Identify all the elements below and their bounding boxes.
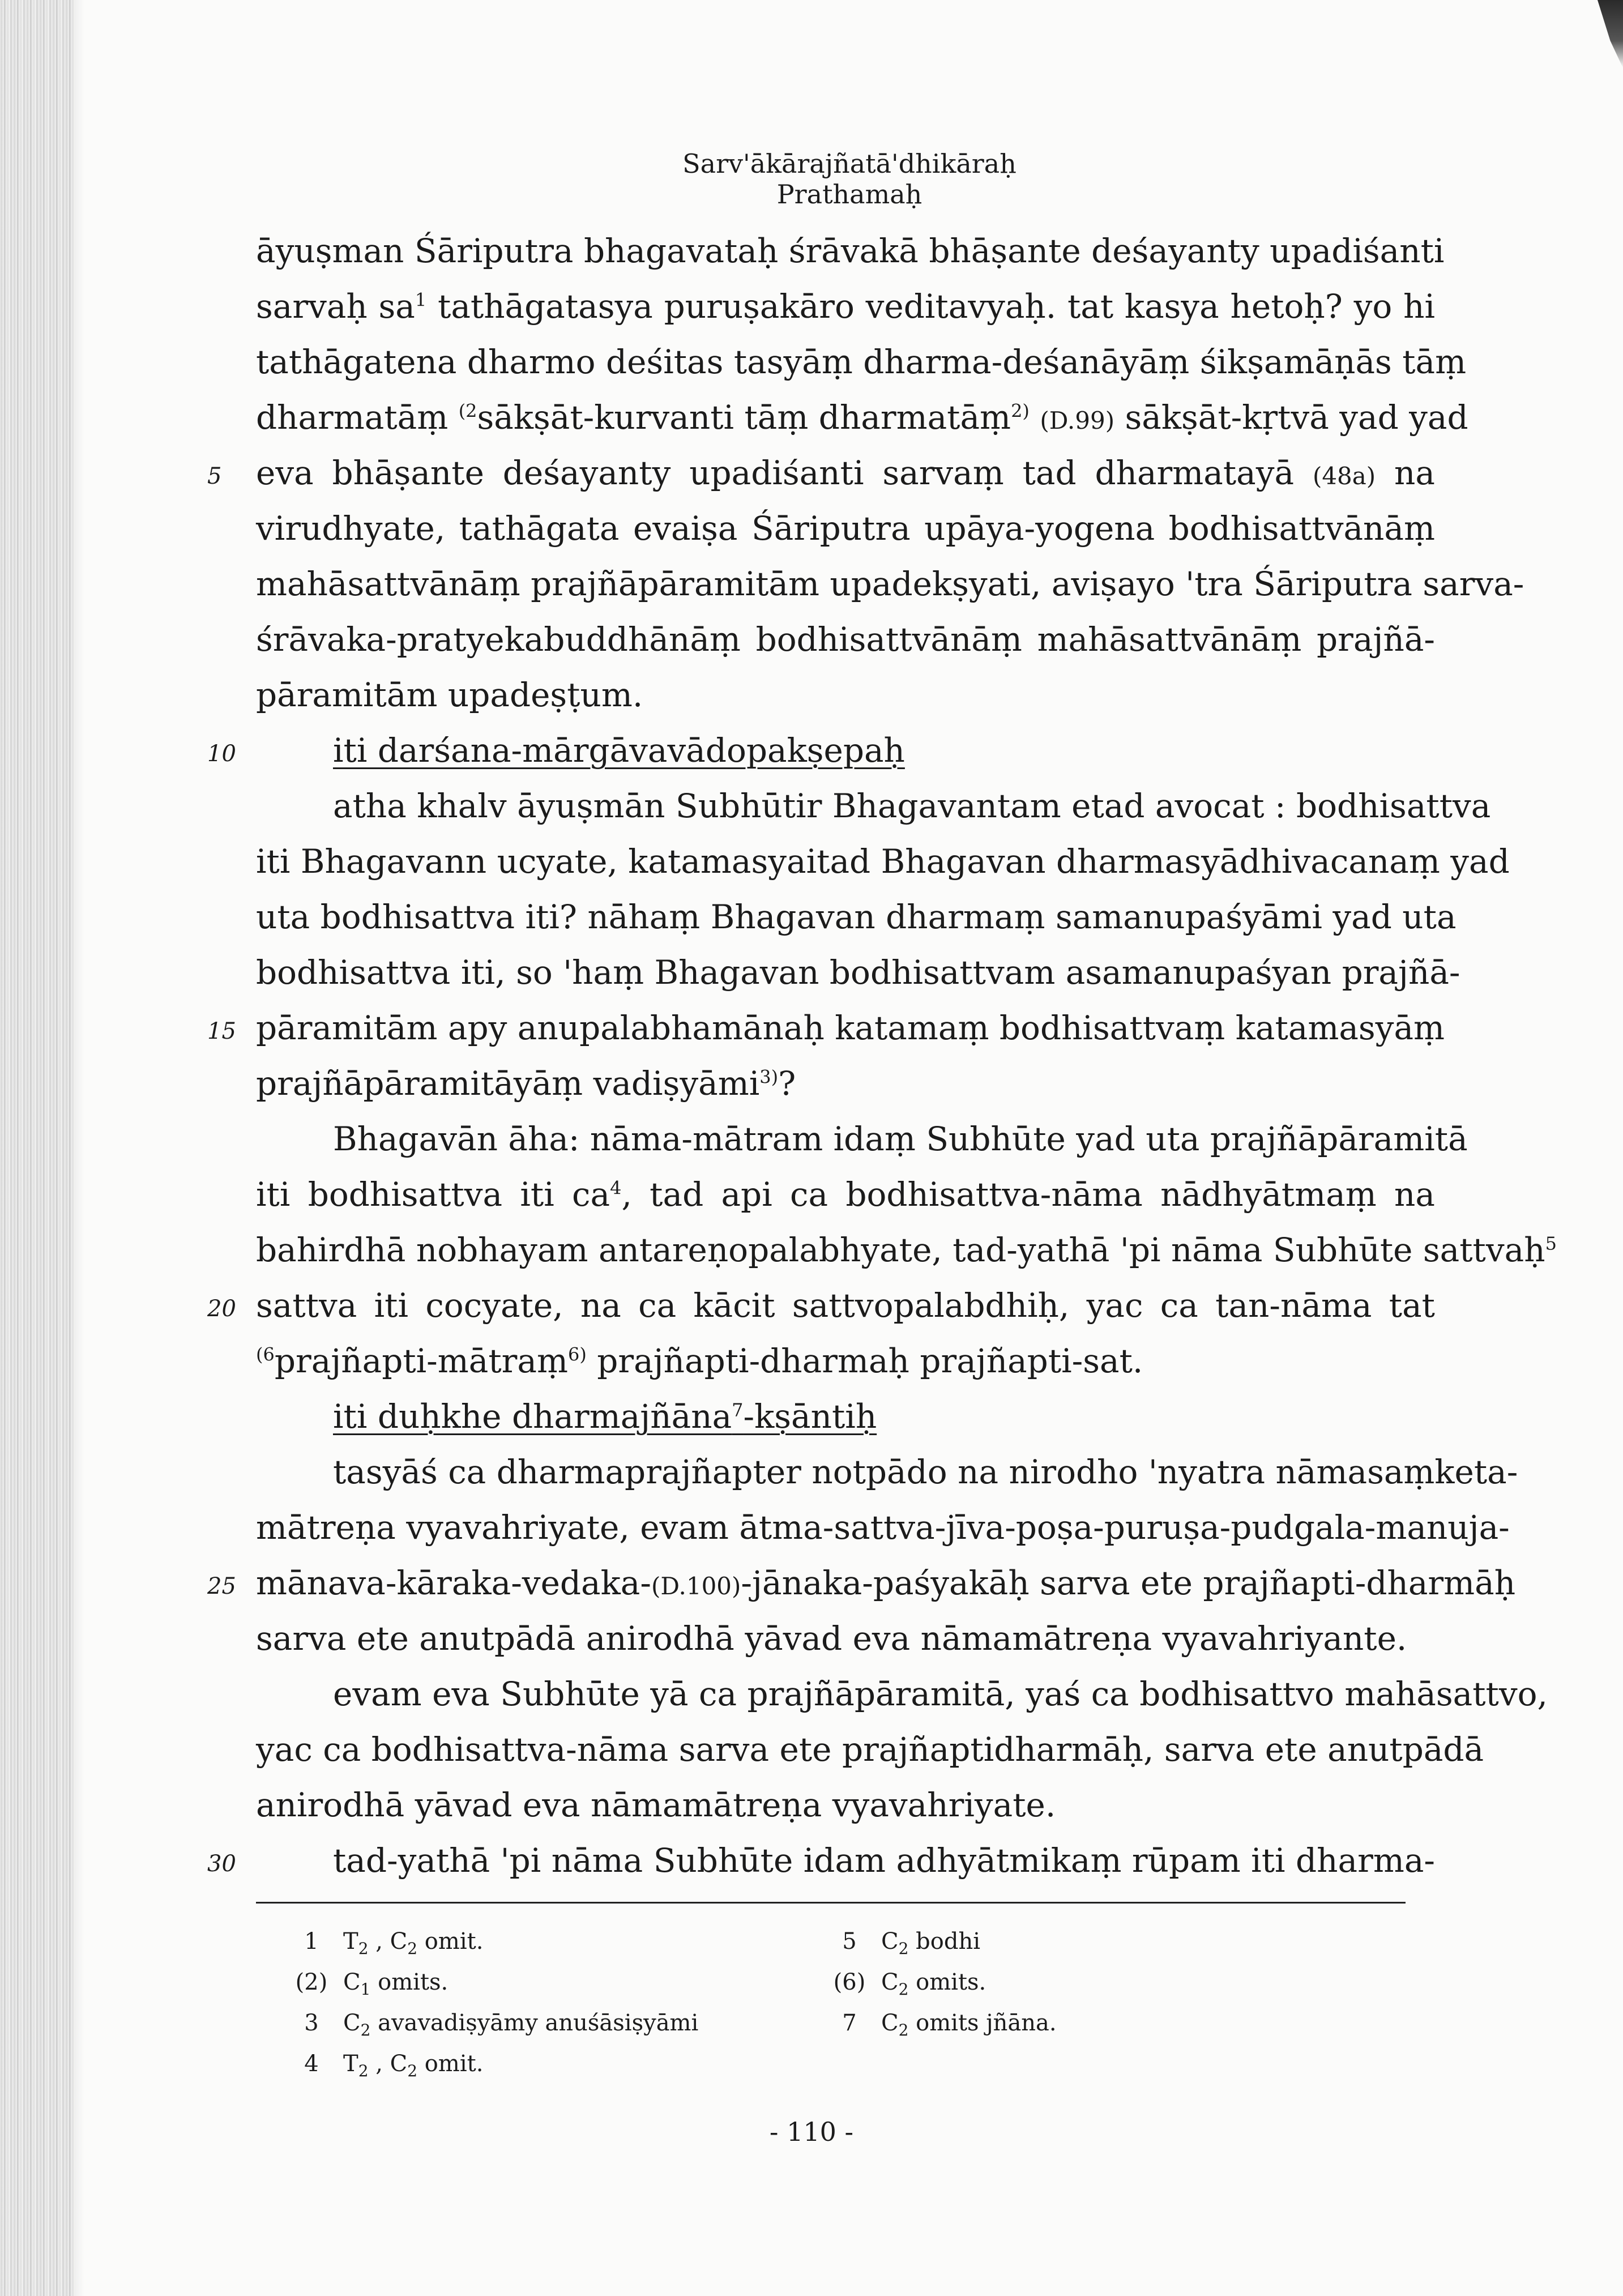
- text-line-8: śrāvaka-pratyekabuddhānāṃ bodhisattvānāṃ mahāsattvānāṃ prajñā-: [256, 620, 1435, 659]
- text-line-7: mahāsattvānāṃ prajñāpāramitām upadekṣyati, aviṣayo 'tra Śāriputra sarva-: [256, 565, 1524, 603]
- text-line-30: tad-yathā 'pi nāma Subhūte idam adhyātmikaṃ rūpam iti dharma-: [333, 1841, 1435, 1880]
- text-line-29: anirodhā yāvad eva nāmamātreṇa vyavahriyate.: [256, 1786, 1056, 1824]
- text-line-27: evam eva Subhūte yā ca prajñāpāramitā, yaś ca bodhisattvo mahāsattvo,: [333, 1675, 1548, 1713]
- section-heading-darsana: iti darśana-mārgāvavādopakṣepaḥ: [333, 731, 905, 770]
- footnote-1: 1 $T_2$ , $C_2$ omit.: [304, 1928, 484, 1958]
- book-binding-edge: [0, 0, 74, 2296]
- text-line-4: dharmatāṃ $^{(2}$sākṣāt-kurvanti tāṃ dharmatāṃ$^{2)}$ (D.99) sākṣāt-kṛtvā yad yad: [256, 398, 1468, 437]
- text-line-25: mānava-kāraka-vedaka-(D.100)-jānaka-paśyakāḥ sarva ete prajñapti-dharmāḥ: [256, 1564, 1516, 1602]
- line-number-20: 20: [207, 1296, 236, 1322]
- text-line-13: uta bodhisattva iti? nāhaṃ Bhagavan dharmaṃ samanupaśyāmi yad uta: [256, 898, 1457, 936]
- line-number-30: 30: [207, 1851, 236, 1877]
- text-line-15: pāramitām apy anupalabhamānaḥ katamaṃ bodhisattvaṃ katamasyāṃ: [256, 1009, 1445, 1047]
- text-line-20: sattva iti cocyate, na ca kācit sattvopalabdhiḥ, yac ca tan-nāma tat: [256, 1286, 1435, 1325]
- text-line-11: atha khalv āyuṣmān Subhūtir Bhagavantam etad avocat : bodhisattva: [333, 787, 1491, 825]
- text-line-17: Bhagavān āha: nāma-mātram idaṃ Subhūte yad uta prajñāpāramitā: [333, 1120, 1468, 1158]
- line-number-15: 15: [207, 1018, 236, 1044]
- line-number-10: 10: [207, 741, 236, 767]
- text-line-28: yac ca bodhisattva-nāma sarva ete prajñaptidharmāḥ, sarva ete anutpādā: [256, 1730, 1484, 1769]
- text-line-12: iti Bhagavann ucyate, katamasyaitad Bhagavan dharmasyādhivacanaṃ yad: [256, 842, 1510, 881]
- footnote-4: 4 $T_2$ , $C_2$ omit.: [304, 2051, 484, 2080]
- text-line-19: bahirdhā nobhayam antareṇopalabhyate, tad-yathā 'pi nāma Subhūte sattvaḥ$^5$: [256, 1231, 1557, 1269]
- footnote-2: (2) $C_1$ omits.: [295, 1969, 449, 1999]
- text-line-2: sarvaḥ $sa^1$ tathāgatasya puruṣakāro veditavyaḥ. tat kasya hetoḥ? yo hi: [256, 287, 1435, 326]
- text-line-1: āyuṣman Śāriputra bhagavataḥ śrāvakā bhāṣante deśayanty upadiśanti: [256, 232, 1445, 270]
- scan-corner-mark: [1595, 0, 1623, 68]
- text-line-26: sarva ete anutpādā anirodhā yāvad eva nāmamātreṇa vyavahriyante.: [256, 1619, 1407, 1658]
- footnote-7: 7 $C_2$ omits jñāna.: [842, 2010, 1057, 2039]
- line-number-25: 25: [207, 1573, 236, 1599]
- footnote-rule: [256, 1902, 1406, 1904]
- text-line-5: eva bhāṣante deśayanty upadiśanti sarvaṃ tad dharmatayā (48a) na: [256, 454, 1435, 492]
- text-line-9: pāramitām upadeṣṭum.: [256, 676, 643, 714]
- text-line-18: iti bodhisattva iti $ca^4$, tad api ca bodhisattva-nāma nādhyātmaṃ na: [256, 1175, 1435, 1214]
- text-line-14: bodhisattva iti, so 'haṃ Bhagavan bodhisattvam asamanupaśyan prajñā-: [256, 953, 1460, 992]
- text-line-3: tathāgatena dharmo deśitas tasyāṃ dharma-deśanāyāṃ śikṣamāṇās tāṃ: [256, 343, 1467, 381]
- footnote-3: 3 $C_2$ avavadiṣyāmy anuśāsiṣyāmi: [304, 2010, 699, 2039]
- running-header: Sarv'ākārajñatā'dhikāraḥ Prathamaḥ: [682, 148, 1016, 210]
- line-number-5: 5: [207, 463, 222, 489]
- section-heading-duhkhe: iti duḥkhe dharmajñāna$^7$-kṣāntiḥ: [333, 1397, 877, 1436]
- text-line-21: $^{(6}$prajñapti-mātraṃ$^{6)}$ prajñapti-dharmaḥ prajñapti-sat.: [256, 1342, 1143, 1380]
- text-line-24: mātreṇa vyavahriyate, evam ātma-sattva-jīva-poṣa-puruṣa-pudgala-manuja-: [256, 1508, 1510, 1547]
- footnote-6: (6) $C_2$ omits.: [833, 1969, 986, 1999]
- text-line-23: tasyāś ca dharmaprajñapter notpādo na nirodho 'nyatra nāmasaṃketa-: [333, 1453, 1518, 1491]
- text-line-6: virudhyate, tathāgata evaiṣa Śāriputra upāya-yogena bodhisattvānāṃ: [256, 509, 1435, 548]
- footnote-5: 5 $C_2$ bodhi: [842, 1928, 980, 1958]
- text-line-16: prajñāpāramitāyāṃ vadiṣyāmi$^{3)}$?: [256, 1064, 796, 1103]
- page-number: - 110 -: [769, 2116, 854, 2147]
